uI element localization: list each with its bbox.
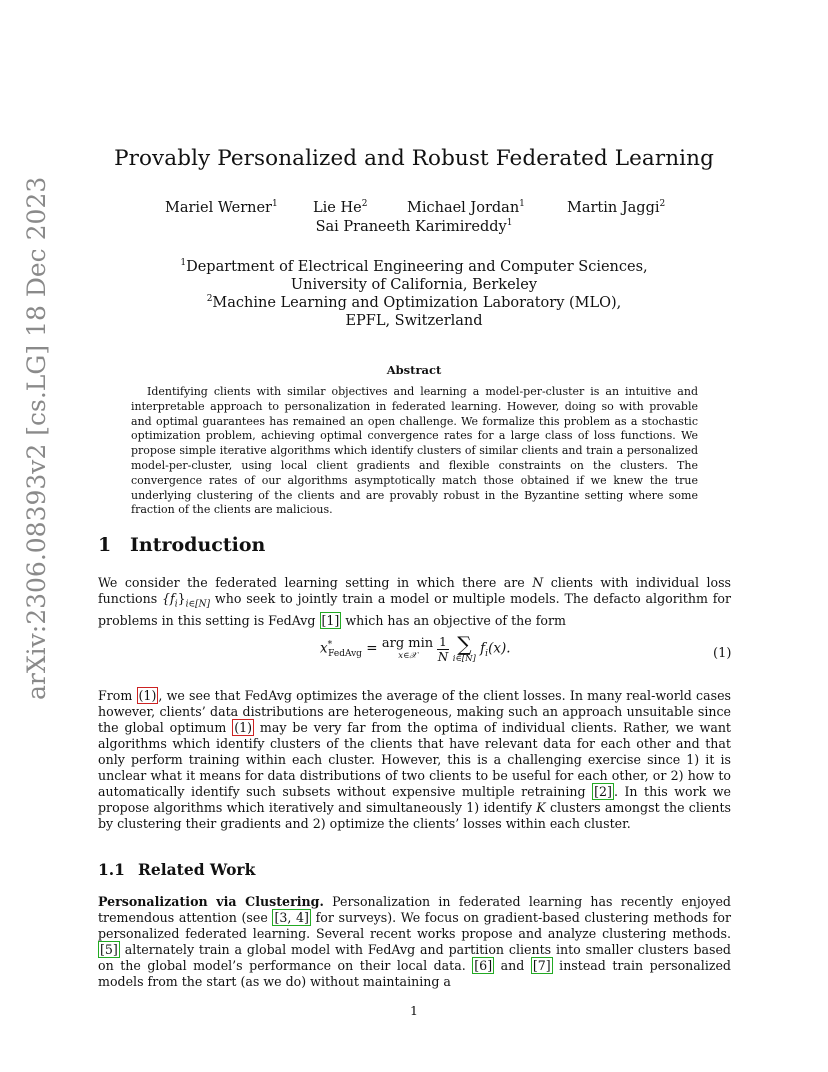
arxiv-sidebar-stamp: arXiv:2306.08393v2 [cs.LG] 18 Dec 2023 (22, 176, 51, 700)
abstract-text: Identifying clients with similar objectives and learning a model-per-cluster is an intuitive and interpretable approach to personalization in federated learning. However, doing so with provable and optimal guarantees has remained an open challenge. We formalize this problem as a stochastic optimization problem, achieving optimal convergence rates for a large class of loss functions. We propose simple iterative algorithms which identify clusters of similar clients and train a personalized model-per-cluster, using local client gradients and flexible constraints on the clusters. The convergence rates of our algorithms asymptotically match those obtained if we knew the true underlying clustering of the clients and are provably robust in the Byzantine setting where some fraction of the clients are malicious. (131, 385, 698, 517)
page-number: 1 (410, 1003, 418, 1018)
citation-link[interactable]: [2] (594, 784, 612, 799)
citation-link[interactable]: [1] (321, 612, 340, 628)
citation-link[interactable]: [6] (474, 958, 493, 973)
citation-link[interactable]: [5] (100, 942, 118, 957)
citation-link[interactable]: [7] (532, 958, 551, 973)
affiliation-1: $^1$Department of Electrical Engineering and Computer Sciences, University of California, Berkeley (180, 258, 648, 293)
subsection-heading-related-work: 1.1 Related Work (98, 860, 256, 879)
equation-ref-link[interactable]: (1) (234, 720, 253, 735)
equation-ref-link[interactable]: (1) (138, 688, 157, 703)
abstract-heading: Abstract (386, 363, 442, 377)
intro-paragraph-1: We consider the federated learning setting in which there are N clients with individual loss functions $\{f_i\}_{i\in[N]}$ who seek to jointly train a model or multiple models. The defacto algorithm for problems in this setting is FedAvg [1] which has an objective of the form (98, 575, 732, 628)
equation-1: $x^*_{FedAvg}$ = arg min x∈𝒳 $\frac{1}{N}$ ∑ i∈[N] $f_i(x)$. (1) (320, 632, 732, 664)
related-work-paragraph: Personalization via Clustering. Personalization in federated learning has recently enjoyed tremendous attention (see [3, 4] for surveys). We focus on gradient-based clustering methods for personalized federated learning. Several recent works propose and analyze clustering methods. [5] alternately train a global model with FedAvg and partition clients into smaller clusters based on the global model’s performance on their local data. [6] and [7] instead train personalized models from the start (as we do) without maintaining a (98, 894, 731, 989)
author-5: Sai Praneeth Karimireddy$^1$ (315, 218, 513, 235)
citation-link[interactable]: [3, 4] (274, 910, 309, 925)
equation-number: (1) (713, 646, 732, 661)
author-1: Mariel Werner$^1$ (165, 199, 278, 216)
author-4: Martin Jaggi$^2$ (567, 199, 666, 216)
section-heading-introduction: 1 Introduction (98, 534, 266, 556)
paper-title: Provably Personalized and Robust Federated Learning (114, 146, 714, 171)
intro-paragraph-2: From (1) , we see that FedAvg optimizes the average of the client losses. In many real-world cases however, clients’ data distributions are heterogeneous, making such an approach unsuitable since the global optimum (1) may be very far from the optima of individual clients. Rather, we want algorithms which identify clusters of the clients that have relevant data for each other and that only perform training within each cluster. However, this is a challenging exercise since 1) it is unclear what it means for data distributions of two clients to be useful for each other, or 2) how to automatically identify such subsets without expensive multiple retraining [2] . In this work we propose algorithms which iteratively and simultaneously 1) identify K clusters amongst the clients by clustering their gradients and 2) optimize the clients’ losses within each cluster. (98, 688, 731, 831)
author-2: Lie He$^2$ (313, 199, 368, 216)
author-3: Michael Jordan$^1$ (407, 199, 525, 216)
affiliation-2: $^2$Machine Learning and Optimization Laboratory (MLO), EPFL, Switzerland (206, 294, 622, 329)
